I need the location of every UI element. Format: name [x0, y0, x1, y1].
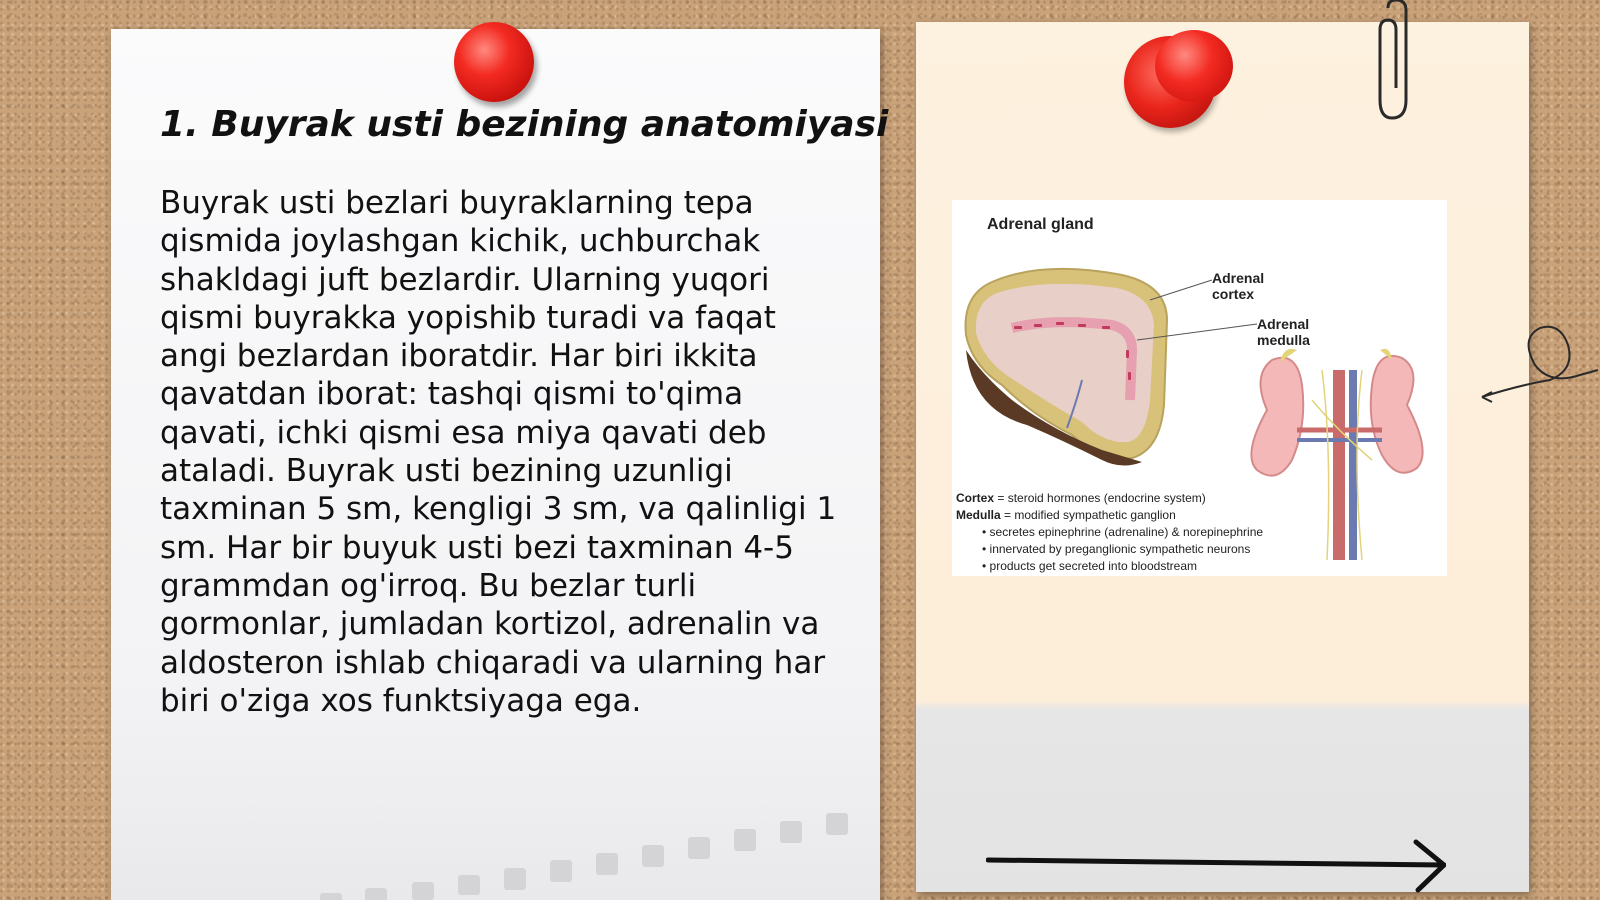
legend-bullet: • products get secreted into bloodstream: [982, 559, 1197, 573]
body-paragraph: Buyrak usti bezlari buyraklarning tepa qismida joylashgan kichik, uchburchak shakldagi juft bezlardir. Ularning yuqori qismi buyrakka yopishib turadi va faqat angi bezlardan iboratdir. Har biri ikkita qavatdan iborat: tashqi qismi to'qima qavati, ichki qismi esa miya qavati deb ataladi. Buyrak usti bezining uzunligi taxminan 5 sm, kengligi 3 sm, va qalinligi 1 sm. Har bir buyuk usti bezi taxminan 4-5 grammdan og'irroq. Bu bezlar turli gormonlar, jumladan kortizol, adrenalin va aldosteron ishlab chiqaradi va ularning har biri o'ziga xos funktsiyaga ega.: [160, 185, 837, 719]
loop-arrow-doodle-icon: [1480, 310, 1600, 410]
torn-edge-decoration: [320, 805, 880, 900]
push-pin-icon: [454, 22, 534, 102]
figure-title: Adrenal gland: [987, 216, 1094, 233]
adrenal-gland-figure: [952, 200, 1447, 576]
figure-legend: [956, 490, 1263, 575]
legend-cortex-desc: = steroid hormones (endocrine system): [994, 491, 1206, 505]
page-title: 1. Buyrak usti bezining anatomiyasi: [160, 104, 889, 145]
arrow-right-icon: [986, 836, 1446, 896]
legend-medulla-desc: = modified sympathetic ganglion: [1000, 508, 1176, 522]
paper-clip-icon: [1378, 0, 1414, 120]
legend-medulla-line: [956, 507, 1263, 524]
label-adrenal-medulla: Adrenal medulla: [1257, 316, 1310, 348]
legend-bullet: • secretes epinephrine (adrenaline) & norepinephrine: [982, 525, 1264, 539]
legend-cortex-term: Cortex: [956, 491, 995, 505]
legend-medulla-term: Medulla: [956, 508, 1001, 522]
legend-cortex-line: [956, 490, 1263, 507]
push-pin-icon: [1155, 30, 1233, 102]
legend-bullet: • innervated by preganglionic sympathetic neurons: [982, 542, 1251, 556]
label-adrenal-cortex: Adrenal cortex: [1212, 270, 1265, 302]
